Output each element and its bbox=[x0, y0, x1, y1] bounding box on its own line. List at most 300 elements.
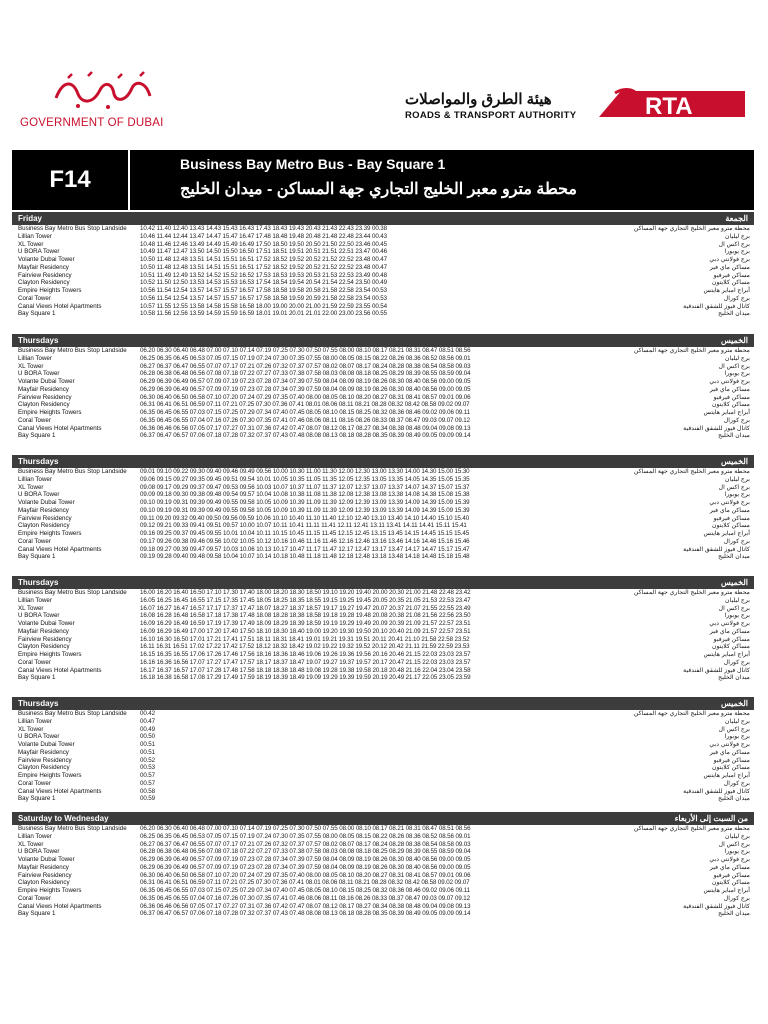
departure-times: 06.31 06.41 06.51 06.59 07.11 07.21 07.25 07.30 07.36 07.41 08.01 08.06 08.11 08.21 08.28 08.32 08.42 08.58 09.02 09.07 bbox=[140, 401, 470, 409]
stop-name-arabic: برج فولانتي دبي bbox=[709, 856, 750, 863]
departure-times: 00.53 bbox=[140, 764, 155, 772]
stop-name-arabic: محطة مترو معبر الخليج التجاري جهة المساكن bbox=[633, 825, 750, 832]
table-row bbox=[12, 272, 754, 280]
stop-name-arabic: ميدان الخليج bbox=[718, 795, 750, 803]
stop-name-arabic: برج اكس ال bbox=[718, 240, 750, 248]
day-label-arabic: الجمعة bbox=[725, 214, 748, 223]
stop-name-arabic: محطة مترو معبر الخليج التجاري جهة المساكن bbox=[633, 347, 750, 354]
stop-name-arabic: كانال فيوز للشقق الفندقية bbox=[683, 787, 750, 795]
table-row bbox=[12, 499, 754, 507]
table-row bbox=[12, 484, 754, 492]
stop-name-arabic: مساكن كلايتون bbox=[711, 279, 750, 287]
table-row bbox=[12, 879, 754, 887]
departure-times: 16.05 16.25 16.45 16.55 17.15 17.35 17.45 18.05 18.25 18.35 18.55 19.15 19.25 19.45 20.05 20.35 21.05 21.53 22.53 23.47 bbox=[140, 596, 471, 604]
departure-times: 16.09 16.29 16.49 17.00 17.20 17.40 17.50 18.10 18.30 18.40 19.00 19.20 19.30 19.50 20.10 20.40 21.09 21.57 22.57 23.51 bbox=[140, 627, 471, 635]
departure-times: 00.58 bbox=[140, 787, 155, 795]
section-header bbox=[12, 697, 754, 710]
stop-name-arabic: مساكن فيرفيو bbox=[713, 871, 750, 879]
stop-name-arabic: مساكن كلايتون bbox=[711, 764, 750, 772]
departure-times: 06.35 06.45 06.55 07.03 07.15 07.25 07.29 07.34 07.40 07.45 08.05 08.10 08.15 08.25 08.32 08.36 08.46 09.02 09.06 09.11 bbox=[140, 887, 470, 894]
stop-name-arabic: برج كورال bbox=[723, 779, 750, 787]
schedule-section bbox=[12, 212, 754, 318]
stop-name-arabic: مساكن ماي فير bbox=[709, 627, 750, 635]
departure-times: 10.49 11.47 12.47 13.50 14.50 15.50 16.50 17.51 18.51 19.51 20.51 21.51 22.51 23.47 00.46 bbox=[140, 248, 387, 256]
stop-name-english: Canal Views Hotel Apartments bbox=[18, 787, 102, 795]
departure-times: 10.52 11.50 12.50 13.53 14.53 15.53 16.53 17.54 18.54 19.54 20.54 21.54 22.54 23.50 00.49 bbox=[140, 279, 387, 287]
table-row bbox=[12, 538, 754, 546]
stop-name-english: Coral Tower bbox=[18, 294, 51, 302]
stop-name-arabic: مساكن ماي فير bbox=[709, 748, 750, 756]
stop-name-english: Empire Heights Towers bbox=[18, 287, 82, 294]
departure-times: 06.35 06.45 06.55 07.04 07.16 07.26 07.30 07.35 07.41 07.46 08.06 08.11 08.16 08.26 08.33 08.37 08.47 09.03 09.07 09.12 bbox=[140, 894, 470, 902]
table-row bbox=[12, 757, 754, 765]
table-row bbox=[12, 710, 754, 718]
stop-name-arabic: ميدان الخليج bbox=[718, 310, 750, 318]
departure-times: 10.50 11.48 12.48 13.51 14.51 15.51 16.51 17.52 18.52 19.52 20.52 21.52 22.52 23.48 00.47 bbox=[140, 263, 387, 271]
stop-name-english: Coral Tower bbox=[18, 779, 51, 787]
stop-name-english: Fairview Residency bbox=[18, 635, 72, 643]
stop-name-arabic: برج ليليان bbox=[725, 232, 750, 240]
departure-times: 09.10 09.19 09.31 09.39 09.49 09.55 09.58 10.05 10.09 10.39 11.09 11.39 12.09 12.39 13.09 13.39 14.09 14.39 15.09 15.39 bbox=[140, 506, 470, 514]
stop-name-english: U BORA Tower bbox=[18, 491, 60, 499]
stop-name-arabic: برج ليليان bbox=[725, 596, 750, 604]
stop-name-arabic: برج فولانتي دبي bbox=[709, 378, 750, 385]
stop-name-english: Clayton Residency bbox=[18, 643, 70, 651]
table-row bbox=[12, 491, 754, 499]
departure-times: 10.56 11.54 12.54 13.57 14.57 15.57 16.57 17.58 18.58 19.58 20.58 21.58 22.58 23.54 00.53 bbox=[140, 287, 387, 294]
stop-name-english: Volante Dubai Tower bbox=[18, 620, 75, 627]
stop-name-english: Bay Square 1 bbox=[18, 553, 56, 561]
table-row bbox=[12, 780, 754, 788]
stop-name-english: Business Bay Metro Bus Stop Landside bbox=[18, 468, 127, 475]
stop-name-arabic: مساكن فيرفيو bbox=[713, 635, 750, 643]
departure-times: 10.58 11.56 12.56 13.59 14.59 15.59 16.59 18.01 19.01 20.01 21.01 22.00 23.00 23.56 00.55 bbox=[140, 310, 387, 318]
day-label-arabic: الخميس bbox=[720, 336, 748, 345]
stop-name-arabic: كانال فيوز للشقق الفندقية bbox=[683, 666, 750, 674]
departure-times: 09.10 09.19 09.31 09.39 09.49 09.55 09.58 10.05 10.09 10.39 11.09 11.39 12.09 12.39 13.09 13.39 14.09 14.39 15.09 15.39 bbox=[140, 499, 470, 506]
stop-name-english: U BORA Tower bbox=[18, 248, 60, 256]
stop-name-english: Volante Dubai Tower bbox=[18, 499, 75, 506]
stop-name-english: Fairview Residency bbox=[18, 514, 72, 522]
table-row bbox=[12, 841, 754, 849]
stop-name-english: U BORA Tower bbox=[18, 848, 60, 856]
departure-times: 06.36 06.46 06.56 07.05 07.17 07.27 07.31 07.36 07.42 07.47 08.07 08.12 08.17 08.27 08.34 08.38 08.48 09.04 09.08 09.13 bbox=[140, 424, 471, 432]
stop-name-arabic: أبراج امباير هايتس bbox=[703, 287, 750, 294]
stop-name-english: XL Tower bbox=[18, 840, 44, 848]
departure-times: 00.59 bbox=[140, 795, 155, 803]
stop-name-arabic: مساكن كلايتون bbox=[711, 643, 750, 651]
stop-name-english: Business Bay Metro Bus Stop Landside bbox=[18, 825, 127, 832]
stop-name-arabic: مساكن فيرفيو bbox=[713, 514, 750, 522]
table-row bbox=[12, 612, 754, 620]
stop-name-arabic: برج فولانتي دبي bbox=[709, 256, 750, 263]
stop-name-english: Mayfair Residency bbox=[18, 863, 69, 871]
table-row bbox=[12, 310, 754, 318]
table-row bbox=[12, 553, 754, 561]
route-title-english: Business Bay Metro Bus - Bay Square 1 bbox=[180, 156, 446, 172]
stop-name-english: Bay Square 1 bbox=[18, 310, 56, 318]
stop-name-arabic: برج اكس ال bbox=[718, 362, 750, 370]
table-row bbox=[12, 303, 754, 311]
stop-name-english: Clayton Residency bbox=[18, 522, 70, 530]
stop-name-english: Bay Square 1 bbox=[18, 674, 56, 682]
table-row bbox=[12, 522, 754, 530]
table-row bbox=[12, 409, 754, 417]
stop-name-english: Bay Square 1 bbox=[18, 795, 56, 803]
stop-name-arabic: مساكن فيرفيو bbox=[713, 756, 750, 764]
stop-name-english: Business Bay Metro Bus Stop Landside bbox=[18, 225, 127, 232]
stop-name-english: Coral Tower bbox=[18, 658, 51, 666]
stop-name-arabic: برج كورال bbox=[723, 537, 750, 545]
stop-name-english: Mayfair Residency bbox=[18, 627, 69, 635]
section-header bbox=[12, 212, 754, 225]
departure-times: 06.20 06.30 06.40 06.48 07.00 07.10 07.14 07.19 07.25 07.30 07.50 07.55 08.00 08.10 08.17 08.21 08.31 08.47 08.51 08.56 bbox=[140, 347, 471, 354]
day-label-arabic: الخميس bbox=[720, 578, 748, 587]
departure-times: 10.46 11.44 12.44 13.47 14.47 15.47 16.47 17.48 18.48 19.48 20.48 21.48 22.48 23.44 00.43 bbox=[140, 232, 387, 240]
table-row bbox=[12, 788, 754, 796]
stop-name-arabic: برج اكس ال bbox=[718, 840, 750, 848]
stop-name-english: Business Bay Metro Bus Stop Landside bbox=[18, 710, 127, 717]
table-row bbox=[12, 355, 754, 363]
route-title-box bbox=[130, 150, 754, 210]
table-row bbox=[12, 386, 754, 394]
table-row bbox=[12, 856, 754, 864]
table-row bbox=[12, 864, 754, 872]
stop-name-english: Clayton Residency bbox=[18, 401, 70, 409]
departure-times: 00.52 bbox=[140, 756, 155, 764]
stop-name-arabic: محطة مترو معبر الخليج التجاري جهة المساكن bbox=[633, 225, 750, 232]
route-title-arabic: محطة مترو معبر الخليج التجاري جهة المساكن - ميدان الخليج bbox=[180, 181, 577, 198]
stop-name-english: Fairview Residency bbox=[18, 393, 72, 401]
departure-times: 16.00 16.20 16.40 16.50 17.10 17.30 17.40 18.00 18.20 18.30 18.50 19.10 19.20 19.40 20.00 20.30 21.00 21.48 22.48 23.42 bbox=[140, 589, 471, 596]
table-row bbox=[12, 233, 754, 241]
stop-name-arabic: كانال فيوز للشقق الفندقية bbox=[683, 902, 750, 910]
stop-name-arabic: أبراج امباير هايتس bbox=[703, 409, 750, 416]
departure-times: 06.35 06.45 06.55 07.03 07.15 07.25 07.29 07.34 07.40 07.45 08.05 08.10 08.15 08.25 08.32 08.36 08.46 09.02 09.06 09.11 bbox=[140, 409, 470, 416]
departure-times: 16.17 16.37 16.57 17.07 17.28 17.48 17.58 18.18 18.38 18.48 19.08 19.28 19.38 19.58 20.18 20.48 21.16 22.04 23.04 23.58 bbox=[140, 666, 471, 674]
table-row bbox=[12, 589, 754, 597]
stop-name-english: XL Tower bbox=[18, 604, 44, 612]
stop-name-english: Lillian Tower bbox=[18, 596, 52, 604]
stop-name-arabic: أبراج امباير هايتس bbox=[703, 651, 750, 658]
table-row bbox=[12, 515, 754, 523]
table-row bbox=[12, 476, 754, 484]
table-row bbox=[12, 468, 754, 476]
stop-name-arabic: أبراج امباير هايتس bbox=[703, 887, 750, 894]
day-label-arabic: الخميس bbox=[720, 699, 748, 708]
stop-name-english: Empire Heights Towers bbox=[18, 887, 82, 894]
departure-times: 00.47 bbox=[140, 717, 155, 725]
table-row bbox=[12, 370, 754, 378]
departure-times: 09.19 09.28 09.40 09.48 09.58 10.04 10.07 10.14 10.18 10.48 11.18 11.48 12.18 12.48 13.18 13.48 14.18 14.48 15.18 15.48 bbox=[140, 553, 470, 561]
departure-times: 06.29 06.39 06.49 06.57 07.09 07.19 07.23 07.28 07.34 07.39 07.59 08.04 08.09 08.19 08.26 08.30 08.40 08.56 09.00 09.05 bbox=[140, 378, 471, 385]
stop-name-english: U BORA Tower bbox=[18, 612, 60, 620]
table-row bbox=[12, 546, 754, 554]
departure-times: 06.29 06.39 06.49 06.57 07.09 07.19 07.23 07.28 07.34 07.39 07.59 08.04 08.09 08.19 08.26 08.30 08.40 08.56 09.00 09.05 bbox=[140, 856, 471, 863]
stop-name-arabic: مساكن ماي فير bbox=[709, 385, 750, 393]
stop-name-arabic: برج ليليان bbox=[725, 832, 750, 840]
stop-name-arabic: برج فولانتي دبي bbox=[709, 499, 750, 506]
schedule-section bbox=[12, 812, 754, 918]
stop-name-english: Fairview Residency bbox=[18, 271, 72, 279]
table-row bbox=[12, 241, 754, 249]
table-row bbox=[12, 636, 754, 644]
stop-name-english: Lillian Tower bbox=[18, 354, 52, 362]
departure-times: 09.17 09.26 09.38 09.46 09.56 10.02 10.05 10.12 10.16 10.46 11.16 11.46 12.16 12.46 13.16 13.46 14.16 14.46 15.16 15.46 bbox=[140, 537, 470, 545]
day-label-arabic: الخميس bbox=[720, 457, 748, 466]
stop-name-arabic: كانال فيوز للشقق الفندقية bbox=[683, 424, 750, 432]
departure-times: 06.30 06.40 06.50 06.58 07.10 07.20 07.24 07.29 07.35 07.40 08.00 08.05 08.10 08.20 08.27 08.31 08.41 08.57 09.01 09.06 bbox=[140, 393, 471, 401]
departure-times: 09.18 09.27 09.39 09.47 09.57 10.03 10.06 10.13 10.17 10.47 11.17 11.47 12.17 12.47 13.17 13.47 14.17 14.47 15.17 15.47 bbox=[140, 545, 470, 553]
table-row bbox=[12, 425, 754, 433]
route-banner bbox=[12, 150, 754, 210]
departure-times: 09.16 09.25 09.37 09.45 09.55 10.01 10.04 10.11 10.15 10.45 11.15 11.45 12.15 12.45 13.15 13.45 14.15 14.45 15.15 15.45 bbox=[140, 530, 470, 537]
rta-logo-text: RTA bbox=[645, 93, 693, 120]
stop-name-english: Lillian Tower bbox=[18, 475, 52, 483]
departure-times: 06.20 06.30 06.40 06.48 07.00 07.10 07.14 07.19 07.25 07.30 07.50 07.55 08.00 08.10 08.17 08.21 08.31 08.47 08.51 08.56 bbox=[140, 825, 471, 832]
stop-name-arabic: برج يوبورا bbox=[724, 612, 750, 620]
route-number: F14 bbox=[12, 150, 128, 210]
day-label-english: Thursdays bbox=[18, 457, 59, 466]
table-row bbox=[12, 225, 754, 233]
departure-times: 16.10 16.30 16.50 17.01 17.21 17.41 17.51 18.11 18.31 18.41 19.01 19.21 19.31 19.51 20.11 20.41 21.10 21.58 22.58 23.52 bbox=[140, 635, 470, 643]
stop-name-arabic: برج كورال bbox=[723, 894, 750, 902]
stop-name-english: Volante Dubai Tower bbox=[18, 856, 75, 863]
schedule-section bbox=[12, 576, 754, 682]
departure-times: 06.37 06.47 06.57 07.06 07.18 07.28 07.32 07.37 07.43 07.48 08.08 08.13 08.18 08.28 08.35 08.39 08.49 09.05 09.09 09.14 bbox=[140, 432, 471, 440]
stop-name-english: Fairview Residency bbox=[18, 871, 72, 879]
departure-times: 10.48 11.46 12.46 13.49 14.49 15.49 16.49 17.50 18.50 19.50 20.50 21.50 22.50 23.46 00.45 bbox=[140, 240, 387, 248]
departure-times: 10.57 11.55 12.55 13.58 14.58 15.58 16.58 18.00 19.00 20.00 21.00 21.59 22.59 23.55 00.54 bbox=[140, 302, 387, 310]
stop-name-arabic: محطة مترو معبر الخليج التجاري جهة المساكن bbox=[633, 468, 750, 475]
stop-name-english: Lillian Tower bbox=[18, 717, 52, 725]
stop-name-english: Business Bay Metro Bus Stop Landside bbox=[18, 347, 127, 354]
departure-times: 00.51 bbox=[140, 741, 155, 748]
table-row bbox=[12, 605, 754, 613]
stop-name-arabic: برج كورال bbox=[723, 416, 750, 424]
table-row bbox=[12, 248, 754, 256]
day-label-english: Thursdays bbox=[18, 336, 59, 345]
stop-name-english: Clayton Residency bbox=[18, 764, 70, 772]
stop-name-english: Clayton Residency bbox=[18, 879, 70, 887]
table-row bbox=[12, 417, 754, 425]
table-row bbox=[12, 718, 754, 726]
departure-times: 10.51 11.49 12.49 13.52 14.52 15.52 16.52 17.53 18.53 19.53 20.53 21.53 22.53 23.49 00.48 bbox=[140, 271, 387, 279]
table-row bbox=[12, 772, 754, 780]
stop-name-arabic: برج كورال bbox=[723, 294, 750, 302]
departure-times: 06.29 06.39 06.49 06.57 07.09 07.19 07.23 07.28 07.34 07.39 07.59 08.04 08.09 08.19 08.26 08.30 08.40 08.56 09.00 09.05 bbox=[140, 385, 471, 393]
stop-name-arabic: مساكن كلايتون bbox=[711, 522, 750, 530]
departure-times: 09.08 09.17 09.29 09.37 09.47 09.53 09.56 10.03 10.07 10.37 11.07 11.37 12.07 12.37 13.07 13.37 14.07 14.37 15.07 15.37 bbox=[140, 483, 470, 491]
day-label-english: Thursdays bbox=[18, 578, 59, 587]
departure-times: 16.09 16.29 16.49 16.59 17.19 17.39 17.49 18.09 18.29 18.39 18.59 19.19 19.29 19.49 20.09 20.39 21.09 21.57 22.57 23.51 bbox=[140, 620, 471, 627]
stop-name-english: Empire Heights Towers bbox=[18, 651, 82, 658]
table-row bbox=[12, 279, 754, 287]
stop-name-arabic: برج كورال bbox=[723, 658, 750, 666]
stop-name-arabic: مساكن كلايتون bbox=[711, 401, 750, 409]
table-row bbox=[12, 347, 754, 355]
stop-name-english: Lillian Tower bbox=[18, 832, 52, 840]
departure-times: 09.06 09.15 09.27 09.35 09.45 09.51 09.54 10.01 10.05 10.35 11.05 11.35 12.05 12.35 13.05 13.35 14.05 14.35 15.05 15.35 bbox=[140, 475, 470, 483]
departure-times: 06.27 06.37 06.47 06.55 07.07 07.17 07.21 07.26 07.32 07.37 07.57 08.02 08.07 08.17 08.24 08.28 08.38 08.54 08.58 09.03 bbox=[140, 362, 471, 370]
departure-times: 06.28 06.38 06.48 06.56 07.08 07.18 07.22 07.27 07.33 07.38 07.58 08.03 08.08 08.18 08.25 08.29 08.39 08.55 08.59 09.04 bbox=[140, 370, 471, 378]
stop-name-arabic: برج اكس ال bbox=[718, 604, 750, 612]
schedule-section bbox=[12, 334, 754, 440]
table-row bbox=[12, 895, 754, 903]
page-header bbox=[0, 0, 768, 145]
stop-name-english: Empire Heights Towers bbox=[18, 530, 82, 537]
rta-arabic-name: هيئة الطرق والمواصلات bbox=[405, 91, 552, 108]
departure-times: 00.51 bbox=[140, 748, 155, 756]
departure-times: 06.27 06.37 06.47 06.55 07.07 07.17 07.21 07.26 07.32 07.37 07.57 08.02 08.07 08.17 08.24 08.28 08.38 08.54 08.58 09.03 bbox=[140, 840, 471, 848]
stop-name-english: Canal Views Hotel Apartments bbox=[18, 666, 102, 674]
day-label-arabic: من السبت إلى الأربعاء bbox=[674, 814, 748, 823]
departure-times: 00.57 bbox=[140, 772, 155, 779]
section-header bbox=[12, 455, 754, 468]
departure-times: 10.50 11.48 12.48 13.51 14.51 15.51 16.51 17.52 18.52 19.52 20.52 21.52 22.52 23.48 00.47 bbox=[140, 256, 387, 263]
stop-name-arabic: مساكن ماي فير bbox=[709, 263, 750, 271]
section-header bbox=[12, 812, 754, 825]
stop-name-english: Coral Tower bbox=[18, 537, 51, 545]
departure-times: 09.11 09.20 09.32 09.40 09.50 09.56 09.59 10.06 10.10 10.40 11.10 11.40 12.10 12.40 13.10 13.40 14.10 14.40 15.10 15.40 bbox=[140, 514, 470, 522]
stop-name-arabic: كانال فيوز للشقق الفندقية bbox=[683, 302, 750, 310]
stop-name-arabic: محطة مترو معبر الخليج التجاري جهة المساكن bbox=[633, 710, 750, 717]
table-row bbox=[12, 651, 754, 659]
stop-name-arabic: كانال فيوز للشقق الفندقية bbox=[683, 545, 750, 553]
departure-times: 06.28 06.38 06.48 06.56 07.08 07.18 07.22 07.27 07.33 07.38 07.58 08.03 08.08 08.18 08.25 08.29 08.39 08.55 08.59 09.04 bbox=[140, 848, 471, 856]
schedule-section bbox=[12, 455, 754, 561]
stop-name-english: Volante Dubai Tower bbox=[18, 256, 75, 263]
rta-logo-icon bbox=[595, 85, 745, 125]
stop-name-english: Volante Dubai Tower bbox=[18, 741, 75, 748]
stop-name-arabic: برج ليليان bbox=[725, 717, 750, 725]
stop-name-english: U BORA Tower bbox=[18, 370, 60, 378]
departure-times: 00.49 bbox=[140, 725, 155, 733]
table-row bbox=[12, 295, 754, 303]
stop-name-english: Business Bay Metro Bus Stop Landside bbox=[18, 589, 127, 596]
departure-times: 10.42 11.40 12.40 13.43 14.43 15.43 16.43 17.43 18.43 19.43 20.43 21.43 22.43 23.39 00.38 bbox=[140, 225, 387, 232]
table-row bbox=[12, 848, 754, 856]
departure-times: 16.07 16.27 16.47 16.57 17.17 17.37 17.47 18.07 18.27 18.37 18.57 19.17 19.27 19.47 20.07 20.37 21.07 21.55 22.55 23.49 bbox=[140, 604, 471, 612]
government-of-dubai-calligraphy-logo bbox=[48, 70, 158, 110]
table-row bbox=[12, 825, 754, 833]
table-row bbox=[12, 764, 754, 772]
stop-name-arabic: مساكن كلايتون bbox=[711, 879, 750, 887]
departure-times: 09.12 09.21 09.33 09.41 09.51 09.57 10.00 10.07 10.11 10.41 11.11 11.41 12.11 12.41 13.11 13.41 14.11 14.41 15.11 15.41 bbox=[140, 522, 467, 530]
table-row bbox=[12, 659, 754, 667]
table-row bbox=[12, 597, 754, 605]
stop-name-english: Bay Square 1 bbox=[18, 432, 56, 440]
stop-name-english: Empire Heights Towers bbox=[18, 772, 82, 779]
table-row bbox=[12, 628, 754, 636]
departure-times: 00.57 bbox=[140, 779, 155, 787]
stop-name-english: Mayfair Residency bbox=[18, 748, 69, 756]
stop-name-english: Empire Heights Towers bbox=[18, 409, 82, 416]
stop-name-english: XL Tower bbox=[18, 725, 44, 733]
table-row bbox=[12, 507, 754, 515]
section-header bbox=[12, 334, 754, 347]
stop-name-english: Canal Views Hotel Apartments bbox=[18, 902, 102, 910]
table-row bbox=[12, 432, 754, 440]
stop-name-english: Bay Square 1 bbox=[18, 910, 56, 918]
stop-name-arabic: ميدان الخليج bbox=[718, 553, 750, 561]
stop-name-english: Canal Views Hotel Apartments bbox=[18, 424, 102, 432]
table-row bbox=[12, 833, 754, 841]
departure-times: 10.56 11.54 12.54 13.57 14.57 15.57 16.57 17.58 18.58 19.59 20.59 21.58 22.58 23.54 00.53 bbox=[140, 294, 387, 302]
departure-times: 06.37 06.47 06.57 07.06 07.18 07.28 07.32 07.37 07.43 07.48 08.08 08.13 08.18 08.28 08.35 08.39 08.49 09.05 09.09 09.14 bbox=[140, 910, 471, 918]
table-row bbox=[12, 741, 754, 749]
stop-name-english: Fairview Residency bbox=[18, 756, 72, 764]
departure-times: 09.09 09.18 09.30 09.38 09.48 09.54 09.57 10.04 10.08 10.38 11.08 11.38 12.08 12.38 13.08 13.38 14.08 14.38 15.08 15.38 bbox=[140, 491, 470, 499]
stop-name-english: Lillian Tower bbox=[18, 232, 52, 240]
table-row bbox=[12, 264, 754, 272]
section-header bbox=[12, 576, 754, 589]
day-label-english: Saturday to Wednesday bbox=[18, 814, 109, 823]
departure-times: 06.35 06.45 06.55 07.04 07.16 07.26 07.30 07.35 07.41 07.46 08.06 08.11 08.16 08.26 08.33 08.37 08.47 09.03 09.07 09.12 bbox=[140, 416, 470, 424]
stop-name-english: Mayfair Residency bbox=[18, 385, 69, 393]
stop-name-english: Canal Views Hotel Apartments bbox=[18, 302, 102, 310]
stop-name-arabic: أبراج امباير هايتس bbox=[703, 772, 750, 779]
departure-times: 16.08 16.28 16.48 16.58 17.18 17.38 17.48 18.08 18.28 18.38 18.58 19.18 19.28 19.48 20.08 20.38 21.08 21.56 22.56 23.50 bbox=[140, 612, 471, 620]
stop-name-arabic: برج ليليان bbox=[725, 354, 750, 362]
government-label: GOVERNMENT OF DUBAI bbox=[20, 117, 164, 129]
stop-name-arabic: برج يوبورا bbox=[724, 848, 750, 856]
departure-times: 16.18 16.38 16.58 17.08 17.29 17.49 17.59 18.19 18.39 18.49 19.09 19.29 19.39 19.59 20.19 20.49 21.17 22.05 23.05 23.59 bbox=[140, 674, 471, 682]
stop-name-english: Mayfair Residency bbox=[18, 506, 69, 514]
table-row bbox=[12, 256, 754, 264]
departure-times: 16.16 16.36 16.56 17.07 17.27 17.47 17.57 18.17 18.37 18.47 19.07 19.27 19.37 19.57 20.17 20.47 21.15 22.03 23.03 23.57 bbox=[140, 658, 471, 666]
table-row bbox=[12, 643, 754, 651]
table-row bbox=[12, 401, 754, 409]
departure-times: 06.29 06.39 06.49 06.57 07.09 07.19 07.23 07.28 07.34 07.39 07.59 08.04 08.09 08.19 08.26 08.30 08.40 08.56 09.00 09.05 bbox=[140, 863, 471, 871]
table-row bbox=[12, 674, 754, 682]
stop-name-arabic: برج يوبورا bbox=[724, 370, 750, 378]
departure-times: 06.30 06.40 06.50 06.58 07.10 07.20 07.24 07.29 07.35 07.40 08.00 08.05 08.10 08.20 08.27 08.31 08.41 08.57 09.01 09.06 bbox=[140, 871, 471, 879]
stop-name-arabic: ميدان الخليج bbox=[718, 674, 750, 682]
stop-name-arabic: مساكن فيرفيو bbox=[713, 271, 750, 279]
stop-name-english: XL Tower bbox=[18, 483, 44, 491]
stop-name-arabic: ميدان الخليج bbox=[718, 432, 750, 440]
table-row bbox=[12, 749, 754, 757]
stop-name-english: Clayton Residency bbox=[18, 279, 70, 287]
table-row bbox=[12, 394, 754, 402]
departure-times: 09.01 09.10 09.22 09.30 09.40 09.46 09.49 09.56 10.00 10.30 11.00 11.30 12.00 12.30 13.00 13.30 14.00 14.30 15.00 15.30 bbox=[140, 468, 470, 475]
table-row bbox=[12, 795, 754, 803]
stop-name-english: Volante Dubai Tower bbox=[18, 378, 75, 385]
stop-name-arabic: برج يوبورا bbox=[724, 491, 750, 499]
stop-name-english: Mayfair Residency bbox=[18, 263, 69, 271]
stop-name-arabic: برج فولانتي دبي bbox=[709, 741, 750, 748]
departure-times: 06.25 06.35 06.45 06.53 07.05 07.15 07.19 07.24 07.30 07.35 07.55 08.00 08.05 08.15 08.22 08.26 08.36 08.52 08.56 09.01 bbox=[140, 832, 471, 840]
stop-name-arabic: برج يوبورا bbox=[724, 248, 750, 256]
departure-times: 16.11 16.31 16.51 17.02 17.22 17.42 17.52 18.12 18.32 18.42 19.02 19.22 19.32 19.52 20.12 20.42 21.11 21.59 22.59 23.53 bbox=[140, 643, 470, 651]
stop-name-arabic: أبراج امباير هايتس bbox=[703, 530, 750, 537]
stop-name-arabic: برج ليليان bbox=[725, 475, 750, 483]
table-row bbox=[12, 903, 754, 911]
table-row bbox=[12, 910, 754, 918]
departure-times: 06.36 06.46 06.56 07.05 07.17 07.27 07.31 07.36 07.42 07.47 08.07 08.12 08.17 08.27 08.34 08.38 08.48 09.04 09.08 09.13 bbox=[140, 902, 471, 910]
stop-name-arabic: مساكن فيرفيو bbox=[713, 393, 750, 401]
stop-name-arabic: برج يوبورا bbox=[724, 733, 750, 741]
departure-times: 00.50 bbox=[140, 733, 155, 741]
departure-times: 06.31 06.41 06.51 06.59 07.11 07.21 07.25 07.30 07.36 07.41 08.01 08.06 08.11 08.21 08.28 08.32 08.42 08.58 09.02 09.07 bbox=[140, 879, 470, 887]
stop-name-arabic: برج اكس ال bbox=[718, 725, 750, 733]
stop-name-english: Canal Views Hotel Apartments bbox=[18, 545, 102, 553]
table-row bbox=[12, 378, 754, 386]
day-label-english: Friday bbox=[18, 214, 43, 223]
table-row bbox=[12, 530, 754, 538]
departure-times: 16.15 16.35 16.55 17.06 17.26 17.46 17.56 18.16 18.36 18.46 19.06 19.26 19.36 19.56 20.16 20.46 21.15 22.03 23.03 23.57 bbox=[140, 651, 471, 658]
